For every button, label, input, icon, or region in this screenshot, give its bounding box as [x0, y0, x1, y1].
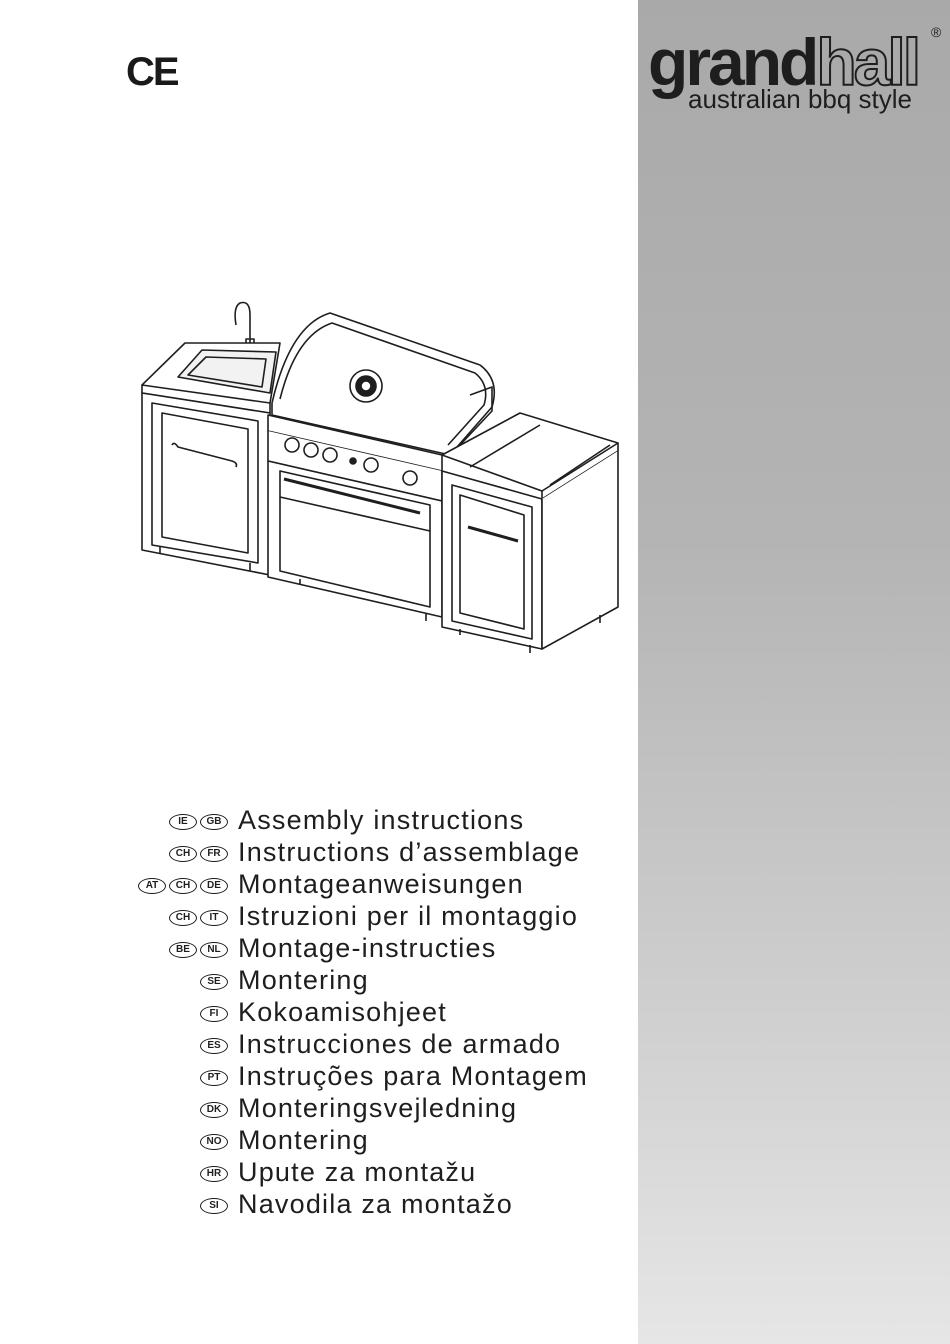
bbq-kitchen-illustration — [130, 295, 630, 665]
brand-tagline: australian bbq style — [688, 84, 913, 114]
language-title: Instrucciones de armado — [238, 1029, 562, 1059]
language-row — [0, 1092, 638, 1124]
language-row — [0, 868, 638, 900]
language-title: Montering — [238, 1125, 369, 1155]
country-code-badge: GB — [200, 814, 228, 830]
country-code-badge: IE — [169, 814, 197, 830]
ce-mark: CE — [126, 50, 178, 94]
language-title: Montage-instructies — [238, 933, 497, 963]
language-title: Navodila za montažo — [238, 1189, 513, 1219]
country-codes — [200, 974, 228, 990]
country-codes — [200, 1134, 228, 1150]
language-row — [0, 1156, 638, 1188]
country-code-badge: SI — [200, 1198, 228, 1214]
country-codes — [200, 1102, 228, 1118]
country-codes — [200, 1070, 228, 1086]
country-code-badge: BE — [169, 942, 197, 958]
country-codes — [169, 910, 228, 926]
brand-logo — [648, 26, 948, 126]
country-codes — [138, 878, 228, 894]
country-code-badge: FR — [200, 846, 228, 862]
language-row — [0, 900, 638, 932]
country-code-badge: CH — [169, 910, 197, 926]
language-row — [0, 1060, 638, 1092]
language-row — [0, 932, 638, 964]
country-code-badge: IT — [200, 910, 228, 926]
language-row — [0, 996, 638, 1028]
country-code-badge: PT — [200, 1070, 228, 1086]
language-title: Istruzioni per il montaggio — [238, 901, 579, 931]
language-row — [0, 804, 638, 836]
language-title: Upute za montažu — [238, 1157, 477, 1187]
registered-mark: ® — [931, 24, 942, 40]
language-row — [0, 1124, 638, 1156]
country-code-badge: DK — [200, 1102, 228, 1118]
language-row — [0, 964, 638, 996]
brand-name-part2: hall — [816, 25, 919, 99]
country-code-badge: FI — [200, 1006, 228, 1022]
side-panel — [638, 0, 950, 1344]
country-codes — [169, 846, 228, 862]
country-code-badge: HR — [200, 1166, 228, 1182]
brand-name-part1: grand — [648, 25, 817, 99]
country-code-badge: NO — [200, 1134, 228, 1150]
country-codes — [200, 1166, 228, 1182]
country-code-badge: CH — [169, 846, 197, 862]
country-codes — [200, 1006, 228, 1022]
language-title: Montageanweisungen — [238, 869, 524, 899]
language-row — [0, 836, 638, 868]
country-codes — [169, 942, 228, 958]
language-title: Instruções para Montagem — [238, 1061, 588, 1091]
country-codes — [200, 1198, 228, 1214]
country-code-badge: ES — [200, 1038, 228, 1054]
language-row — [0, 1028, 638, 1060]
language-row — [0, 1188, 638, 1220]
language-title: Monteringsvejledning — [238, 1093, 518, 1123]
country-code-badge: CH — [169, 878, 197, 894]
language-title: Kokoamisohjeet — [238, 997, 447, 1027]
country-code-badge: NL — [200, 942, 228, 958]
country-code-badge: SE — [200, 974, 228, 990]
language-title: Assembly instructions — [238, 805, 525, 835]
country-codes — [200, 1038, 228, 1054]
country-codes — [169, 814, 228, 830]
language-title: Instructions d’assemblage — [238, 837, 581, 867]
country-code-badge: AT — [138, 878, 166, 894]
country-code-badge: DE — [200, 878, 228, 894]
language-title: Montering — [238, 965, 369, 995]
